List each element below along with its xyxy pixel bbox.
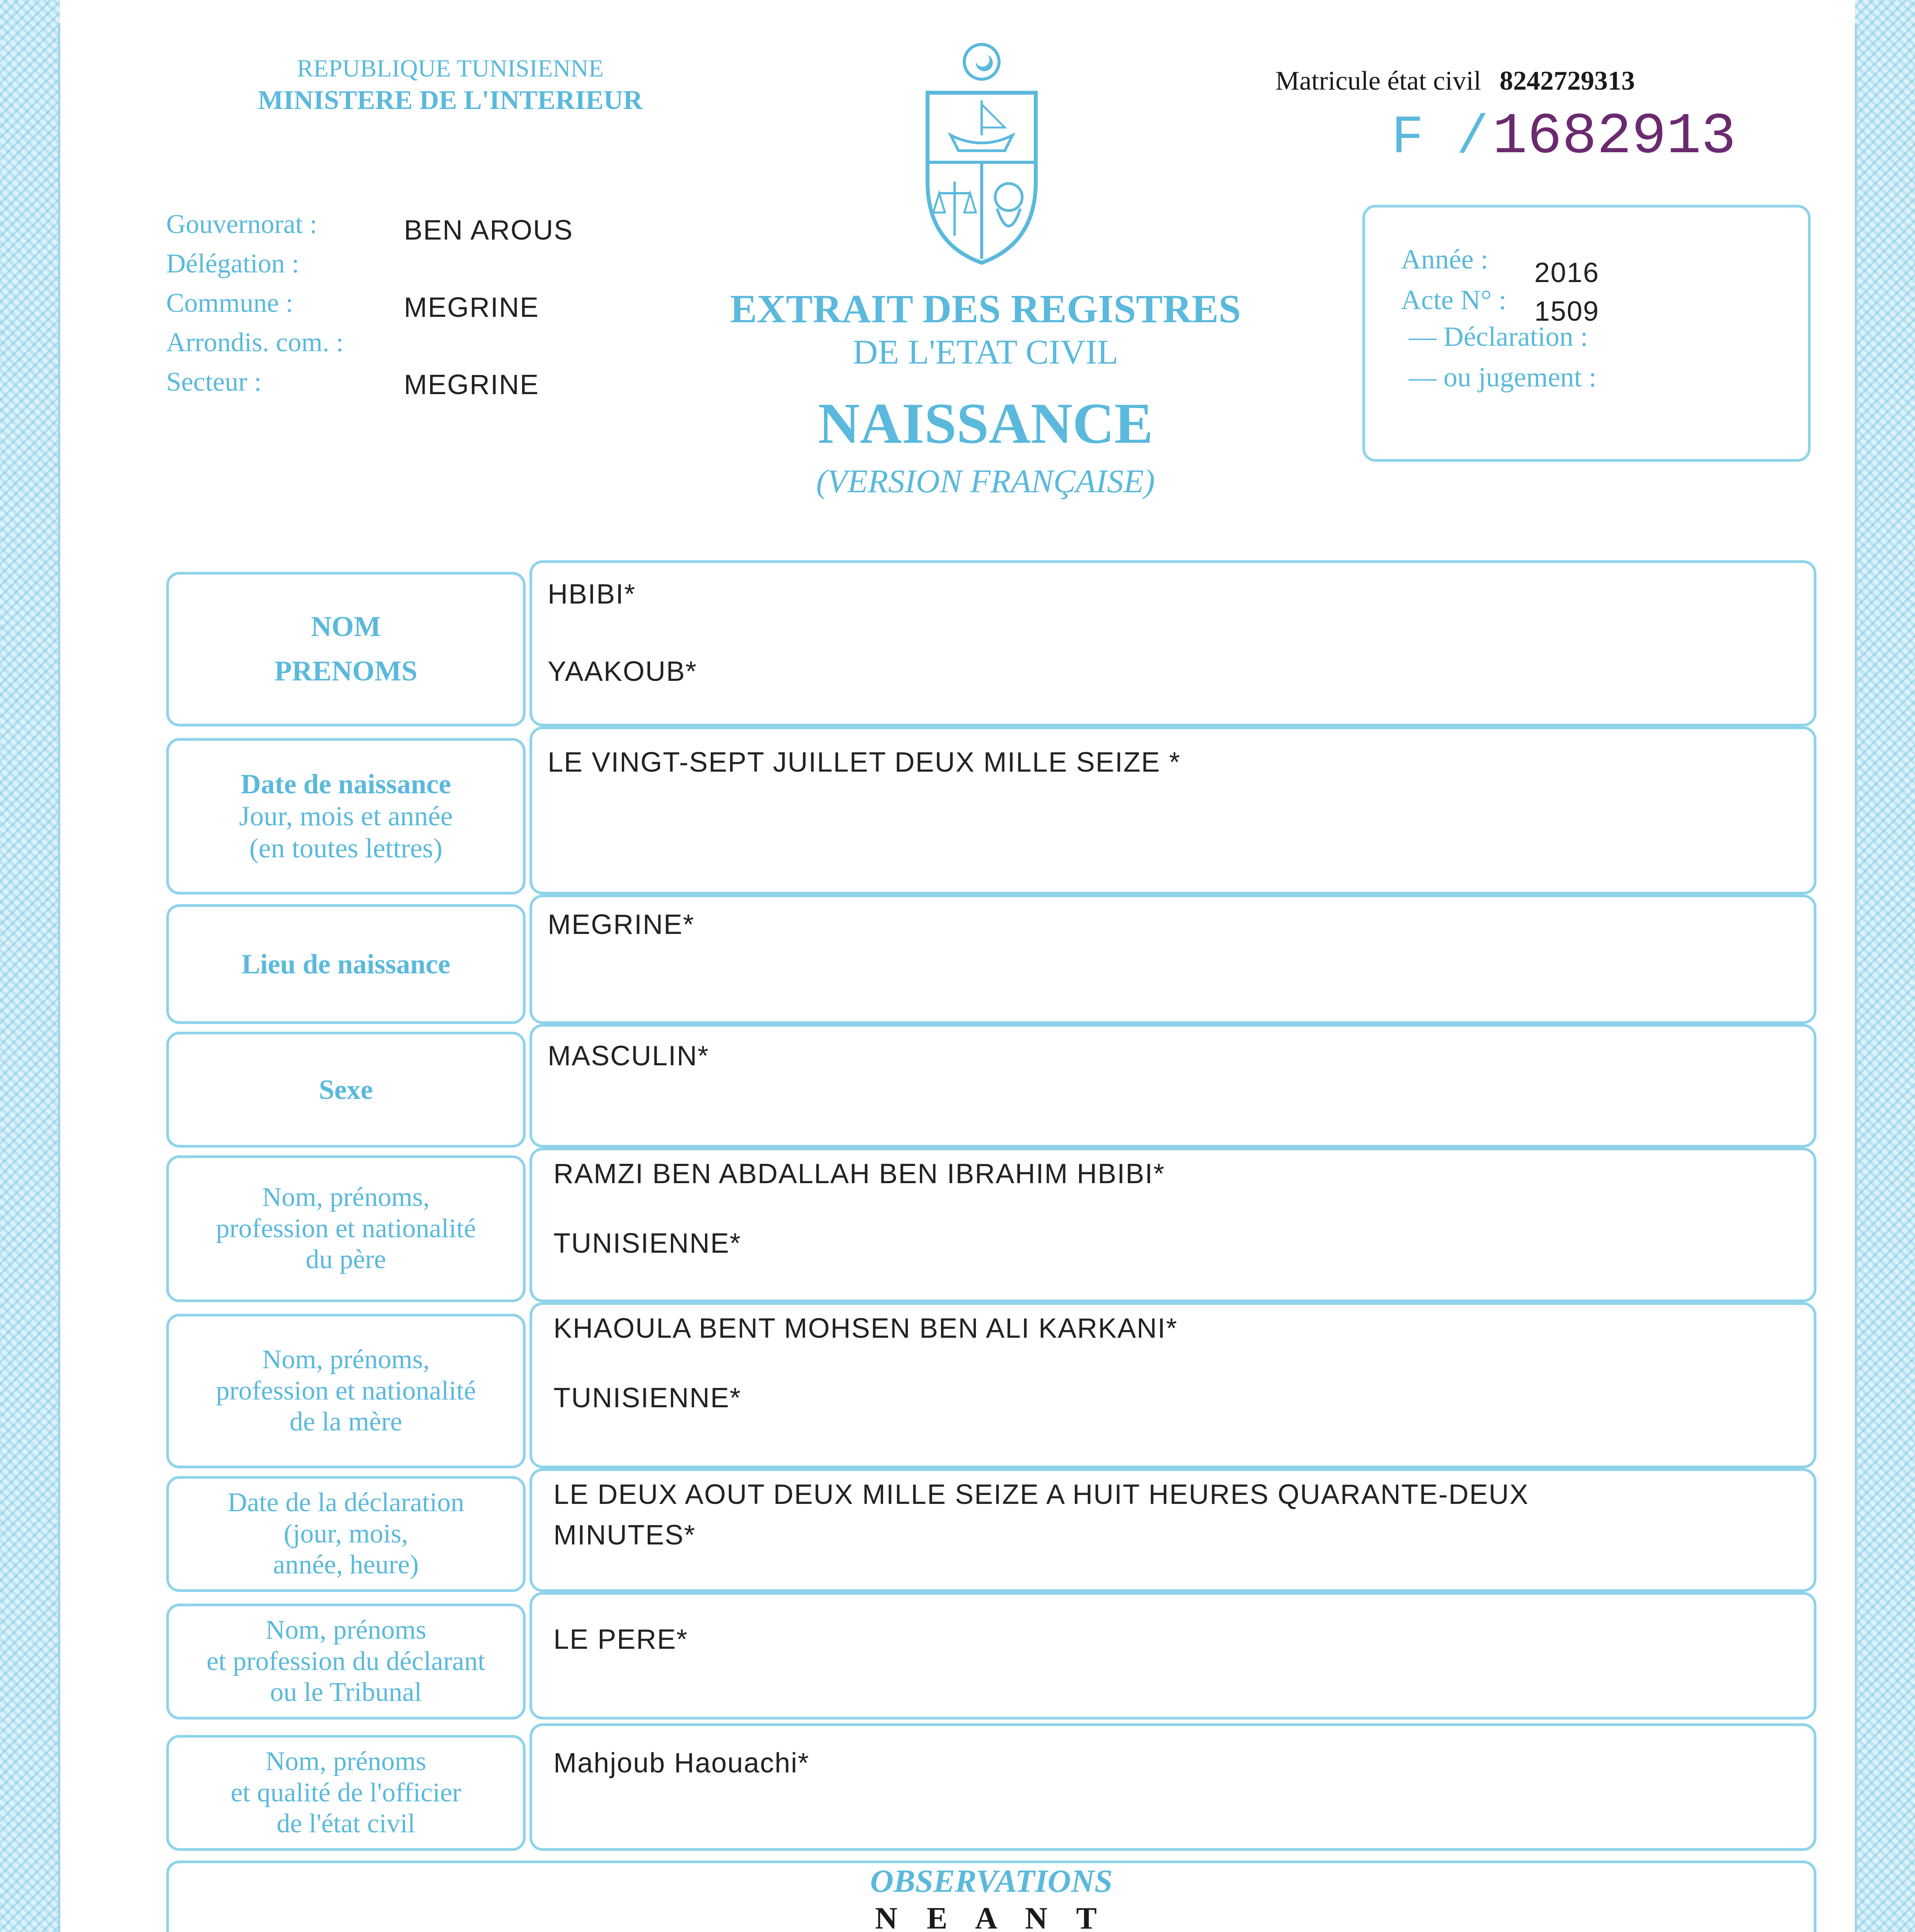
row-value-sexe [529,1024,1816,1148]
value-prenoms: YAAKOUB* [548,656,697,687]
title-line1: EXTRAIT DES REGISTRES [730,287,1241,331]
form-number-value: 1682913 [1492,104,1736,170]
right-border-pattern [1855,0,1915,1932]
observations-value: N E A N T [875,1901,1108,1932]
row-value-mere [529,1302,1816,1468]
value-pere-nom: RAMZI BEN ABDALLAH BEN IBRAHIM HBIBI* [553,1158,1165,1189]
row-label-nom [166,572,526,726]
value-date-naissance: LE VINGT-SEPT JUILLET DEUX MILLE SEIZE * [548,747,1181,778]
label-mere-1: Nom, prénoms, [262,1345,430,1375]
row-value-declaration [529,1468,1816,1592]
acte-value: 1509 [1534,296,1600,327]
row-label-sexe [166,1032,526,1148]
label-date-naissance-sub2: (en toutes lettres) [249,832,443,864]
observations-title: OBSERVATIONS [870,1863,1113,1899]
label-date-naissance-sub1: Jour, mois et année [239,801,453,832]
form-number [1391,104,1736,170]
label-pere-1: Nom, prénoms, [262,1182,430,1213]
ministry-heading: MINISTERE DE L'INTERIEUR [258,85,643,115]
row-label-pere [166,1155,526,1302]
row-value-pere [529,1148,1816,1302]
row-label-date-naissance [166,738,526,895]
value-nom: HBIBI* [548,579,636,610]
jugement-label: — ou jugement : [1409,362,1597,393]
gouvernorat-value: BEN AROUS [404,215,574,246]
label-lieu-naissance: Lieu de naissance [241,948,451,980]
commune-label: Commune : [166,288,293,318]
row-label-declarant [166,1604,526,1719]
left-border-pattern [0,0,60,1932]
form-prefix: F / [1391,107,1489,169]
row-label-mere [166,1314,526,1468]
declaration-label: — Déclaration : [1409,321,1588,352]
matricule-label: Matricule état civil [1275,66,1481,96]
label-date-naissance: Date de naissance [241,769,451,800]
label-pere-2: profession et nationalité [216,1213,476,1243]
annee-value: 2016 [1534,257,1600,288]
row-value-lieu [529,895,1816,1024]
title-version: (VERSION FRANÇAISE) [816,463,1155,500]
value-pere-nationalite: TUNISIENNE* [553,1228,742,1259]
value-mere-nom: KHAOULA BENT MOHSEN BEN ALI KARKANI* [553,1313,1178,1344]
label-nom: NOM [311,611,381,643]
label-pere-3: du père [306,1245,386,1275]
delegation-label: Délégation : [166,249,300,279]
label-officier-2: et qualité de l'officier [230,1777,461,1808]
row-label-officier [166,1735,526,1851]
matricule [1275,66,1635,97]
matricule-value: 8242729313 [1500,66,1635,96]
republic-heading: REPUBLIQUE TUNISIENNE [297,54,604,82]
value-declaration-1: LE DEUX AOUT DEUX MILLE SEIZE A HUIT HEURES QUARANTE-DEUX [553,1479,1529,1510]
row-value-date-naissance [529,726,1816,895]
value-declaration-2: MINUTES* [553,1520,696,1551]
value-sexe: MASCULIN* [548,1041,710,1071]
label-declarant-3: ou le Tribunal [270,1677,422,1708]
label-officier-1: Nom, prénoms [265,1747,427,1777]
commune-value: MEGRINE [404,292,540,323]
row-value-declarant [529,1592,1816,1719]
label-declarant-1: Nom, prénoms [265,1615,427,1645]
row-value-officier [529,1723,1816,1851]
label-sexe: Sexe [319,1074,373,1105]
label-declaration-2: (jour, mois, [284,1519,408,1549]
title-line2: DE L'ETAT CIVIL [853,333,1118,371]
secteur-label: Secteur : [166,367,262,397]
label-mere-3: de la mère [289,1407,402,1437]
row-label-declaration [166,1476,526,1592]
gouvernorat-label: Gouvernorat : [166,209,317,239]
arrondis-label: Arrondis. com. : [166,328,344,357]
label-declarant-2: et profession du déclarant [206,1646,485,1676]
value-declarant: LE PERE* [553,1624,688,1655]
value-mere-nationalite: TUNISIENNE* [553,1383,742,1413]
value-lieu-naissance: MEGRINE* [548,909,695,940]
title-naissance: NAISSANCE [818,391,1153,456]
label-mere-2: profession et nationalité [216,1376,476,1406]
value-officier: Mahjoub Haouachi* [553,1748,810,1779]
row-label-lieu [166,904,526,1024]
annee-label: Année : [1401,244,1488,275]
row-value-nom [529,560,1816,726]
label-declaration-1: Date de la déclaration [227,1488,465,1518]
coat-of-arms [904,35,1059,267]
secteur-value: MEGRINE [404,369,540,400]
acte-label: Acte N° : [1401,284,1506,315]
label-officier-3: de l'état civil [276,1809,415,1839]
admin-labels [166,205,344,402]
label-declaration-3: année, heure) [273,1550,419,1580]
label-prenoms: PRENOMS [274,655,417,687]
